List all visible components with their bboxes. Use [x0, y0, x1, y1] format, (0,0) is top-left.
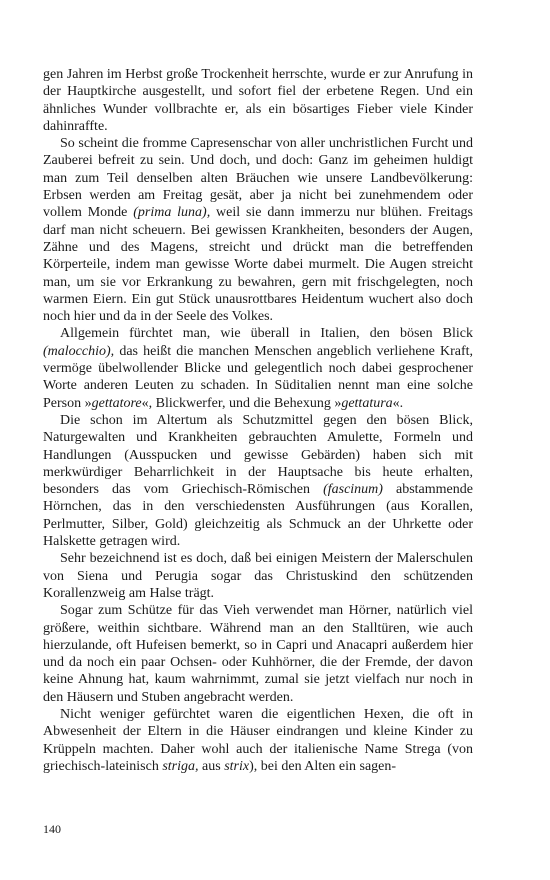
text-run: Nicht weniger gefürchtet waren die eigentlichen Hexen, die oft in Abwesenheit der Eltern in die Häuser eindrangen und kleine Kinder zu Krüppeln machten. Daher wohl auch der italienische Name Strega (von griechisch-lateinisch [43, 706, 473, 774]
italic-term: striga, [162, 758, 199, 774]
text-run: Sehr bezeichnend ist es doch, daß bei einigen Meistern der Malerschulen von Siena und Perugia sogar das Christuskind den schützenden Korallenzweig am Halse trägt. [43, 551, 473, 601]
page-number: 140 [43, 822, 61, 836]
paragraph-6 [43, 602, 473, 706]
text-run: So scheint die fromme Capresenschar von aller unchristlichen Furcht und Zauberei befreit zu sein. Und doch, und doch: Ganz im geheimen huldigt man zum Teil denselben alten Bräuchen wie unsere Landbevölkerung: Erbsen werden am Freitag gesät, aber ja nicht bei zunehmendem oder vollem Monde [43, 136, 473, 221]
italic-term: gettatura [341, 395, 393, 411]
text-run: das heißt die manchen Menschen angeblich verliehene Kraft, vermöge übelwollender Blicke und gelegentlich noch dabei gesprochener Worte anderen Leuten zu schaden. In Süditalien nennt man eine solche Person » [43, 343, 473, 411]
paragraph-7 [43, 706, 473, 775]
text-run: Die schon im Altertum als Schutzmittel gegen den bösen Blick, Naturgewalten und Krankheiten gebrauchten Amulette, Formeln und Handlungen (Ausspucken und gewisse Gebärden) haben sich mit merkwürdiger Beharrlichkeit in der Hauptsache bis heute erhalten, besonders das vom Griechisch-Römischen [43, 412, 473, 498]
text-run: weil sie dann immerzu nur blühen. Freitags darf man nicht scheuern. Bei gewissen Krankheiten, besonders der Augen, Zähne und des Magens, streicht und drückt man die betreffenden Körperteile, indem man gewisse Worte dabei murmelt. Die Augen streicht man, um sie vor Erkrankung zu bewahren, gern mit frischgelegten, noch warmen Eiern. Ein gut Stück unausrottbares Heidentum wuchert also doch noch hier und da in der Seele des Volkes. [43, 205, 473, 325]
paragraph-5 [43, 550, 473, 602]
text-run: Allgemein fürchtet man, wie überall in Italien, den bösen Blick [60, 326, 473, 342]
italic-term: gettatore [91, 395, 142, 411]
text-run: «. [392, 395, 404, 411]
paragraph-3 [43, 325, 473, 411]
italic-term: strix [224, 758, 250, 774]
paragraph-2 [43, 135, 473, 325]
paragraph-1 [43, 66, 473, 135]
italic-term: (prima luna), [133, 205, 211, 221]
text-run: gen Jahren im Herbst große Trockenheit herrschte, wurde er zur Anrufung in der Hauptkirche ausgestellt, und sofort fiel der erbetene Regen. Und ein ähnliches Wunder vollbrachte er, als ein bösartiges Fieber viele Kinder dahinraffte. [43, 67, 473, 134]
text-run: Sogar zum Schütze für das Vieh verwendet man Hörner, natürlich viel größere, weithin sichtbare. Während man an den Stalltüren, wie auch hierzulande, oft Hufeisen bemerkt, so in Capri und Anacapri außerdem hier und da noch ein paar Ochsen- oder Kuhhörner, die der Fremde, der davon keine Ahnung hat, kaum wahrnimmt, zumal sie jetzt vielfach nur noch in den Häusern und Stuben angebracht werden. [43, 603, 473, 705]
italic-term: (fascinum) [323, 482, 383, 498]
text-run: abstammende Hörnchen, das in den verschiedensten Ausführungen (aus Korallen, Perlmutter, Silber, Gold) gleichzeitig als Schmuck an der Uhrkette oder Halskette getragen wird. [43, 482, 473, 550]
italic-term: (malocchio), [43, 343, 115, 359]
text-run: ), bei den Alten ein sagen- [249, 758, 397, 774]
page-body [43, 66, 473, 775]
text-run: «, Blickwerfer, und die Behexung » [141, 395, 342, 411]
text-run: aus [198, 758, 225, 774]
paragraph-4 [43, 412, 473, 550]
